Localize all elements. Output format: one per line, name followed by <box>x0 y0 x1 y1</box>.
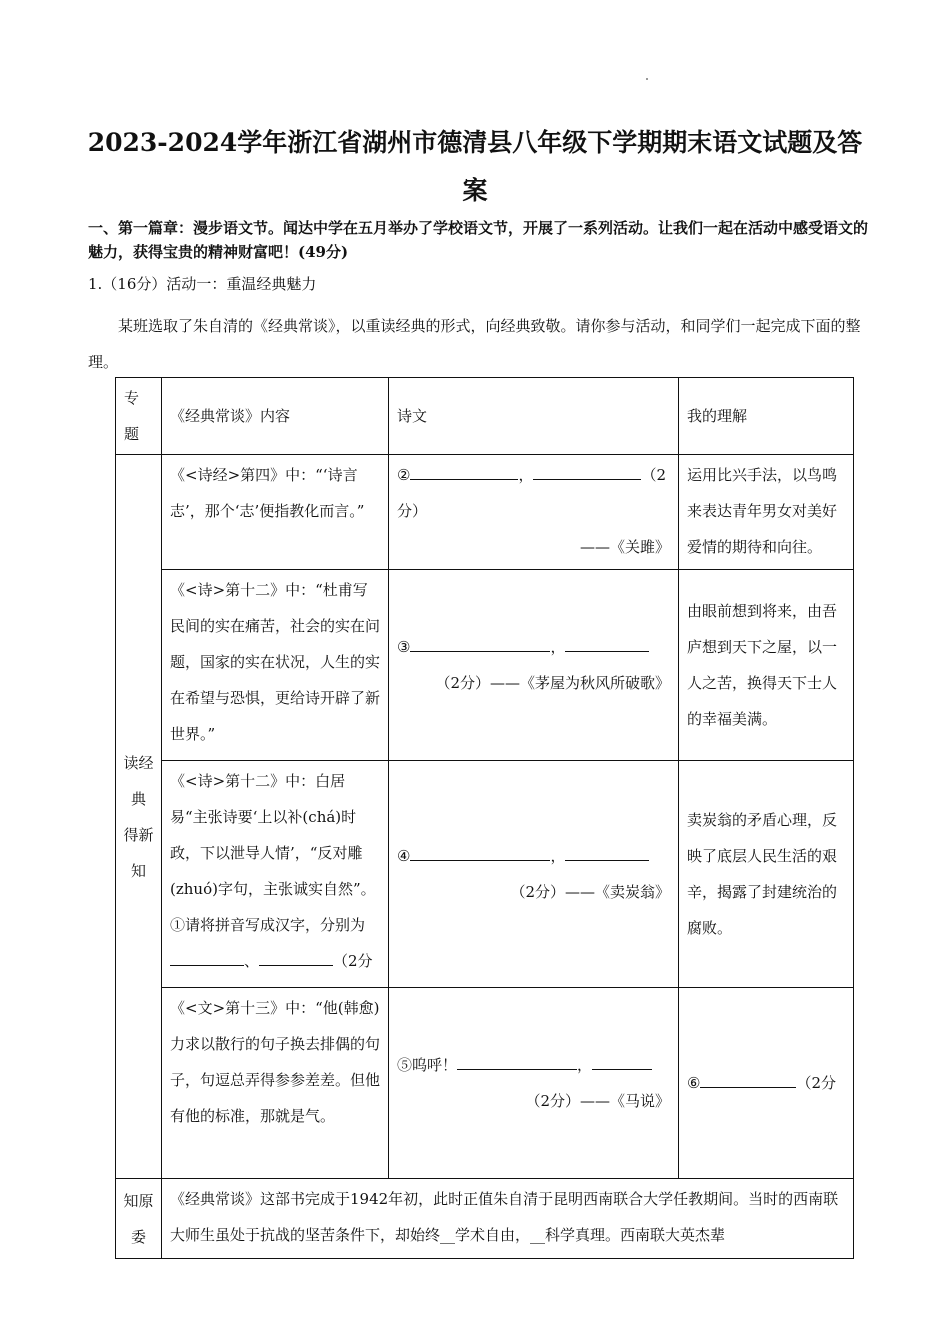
answer-blank[interactable] <box>410 840 550 861</box>
poem-source: （2分）——《卖炭翁》 <box>510 883 670 901</box>
section-heading: 一、第一篇章：漫步语文节。闻达中学在五月举办了学校语文节，开展了一系列活动。让我们一起在活动中感受语文的魅力，获得宝贵的精神财富吧！(49分) <box>88 219 869 261</box>
poem-cell: ④ ， （2分）——《卖炭翁》 <box>389 761 679 988</box>
page-title-line2: 案 <box>462 176 488 205</box>
content-cell: 《<文>第十三》中：“他(韩愈)力求以散行的句子换去排偶的句子，句逗总弄得参参差差。但他有他的标准，那就是气。 <box>162 988 389 1179</box>
answer-blank[interactable] <box>259 945 333 966</box>
poem-source: ——《关雎》 <box>579 538 670 556</box>
answer-blank[interactable] <box>700 1067 796 1088</box>
poem-source: （2分）——《茅屋为秋风所破歌》 <box>435 674 670 692</box>
content-cell: 《<诗>第十二》中：“杜甫写民间的实在痛苦，社会的实在问题，国家的实在状况，人生的实在希望与恐惧，更给诗开辟了新世界。” <box>162 570 389 761</box>
table-row <box>116 1179 854 1259</box>
answer-blank[interactable] <box>565 840 649 861</box>
topic-know-origin: 知原 委 <box>116 1179 162 1259</box>
scan-dot <box>646 78 648 80</box>
content-cell: 《<诗经>第四》中：“‘诗言志’，那个‘志’便指教化而言。” <box>162 455 389 570</box>
understanding-cell: 运用比兴手法，以鸟鸣来表达青年男女对美好爱情的期待和向往。 <box>679 455 854 570</box>
answer-blank[interactable] <box>592 1049 652 1070</box>
answer-blank[interactable] <box>410 459 518 480</box>
poem-cell: ⑤呜呼！ ， （2分）——《马说》 <box>389 988 679 1179</box>
bottom-text-cell: 《经典常谈》这部书完成于1942年初，此时正值朱自清于昆明西南联合大学任教期间。当时的西南联大师生虽处于抗战的坚苦条件下，却始终__学术自由，__科学真理。西南联大英杰辈 <box>162 1179 854 1259</box>
poem-cell: ② ， （2分） ——《关雎》 <box>389 455 679 570</box>
content-cell: 《<诗>第十二》中：白居易“主张诗要‘上以补(chá)时政，下以泄导人情’，“反对雕(zhuó)字句，主张诚实自然”。①请将拼音写成汉字，分别为 、 （2分 <box>162 761 389 988</box>
poem-cell: ③ ， （2分）——《茅屋为秋风所破歌》 <box>389 570 679 761</box>
understanding-cell: 卖炭翁的矛盾心理，反映了底层人民生活的艰辛，揭露了封建统治的腐败。 <box>679 761 854 988</box>
table-row <box>116 988 854 1179</box>
header-understanding: 我的理解 <box>679 378 854 455</box>
question-1-heading: 1.（16分）活动一：重温经典魅力 <box>88 275 317 293</box>
answer-blank[interactable] <box>533 459 641 480</box>
page-title-line1: 2023-2024学年浙江省湖州市德清县八年级下学期期末语文试题及答 <box>87 128 863 157</box>
answer-blank[interactable] <box>457 1049 577 1070</box>
header-topic: 专题 <box>116 378 162 455</box>
understanding-cell: ⑥ （2分 <box>679 988 854 1179</box>
table-row <box>116 761 854 988</box>
question-1-intro: 某班选取了朱自清的《经典常谈》，以重读经典的形式，向经典致敬。请你参与活动，和同学们一起完成下面的整理。 <box>88 317 861 371</box>
answer-blank[interactable] <box>410 631 550 652</box>
header-poem: 诗文 <box>389 378 679 455</box>
classics-table <box>115 377 854 1259</box>
table-row <box>116 570 854 761</box>
header-content: 《经典常谈》内容 <box>162 378 389 455</box>
topic-read-classics: 读经 典 得新 知 <box>116 455 162 1179</box>
table-row <box>116 455 854 570</box>
answer-blank[interactable] <box>565 631 649 652</box>
table-header-row <box>116 378 854 455</box>
answer-blank[interactable] <box>170 945 244 966</box>
poem-source: （2分）——《马说》 <box>525 1092 670 1110</box>
understanding-cell: 由眼前想到将来，由吾庐想到天下之屋，以一人之苦，换得天下士人的幸福美满。 <box>679 570 854 761</box>
